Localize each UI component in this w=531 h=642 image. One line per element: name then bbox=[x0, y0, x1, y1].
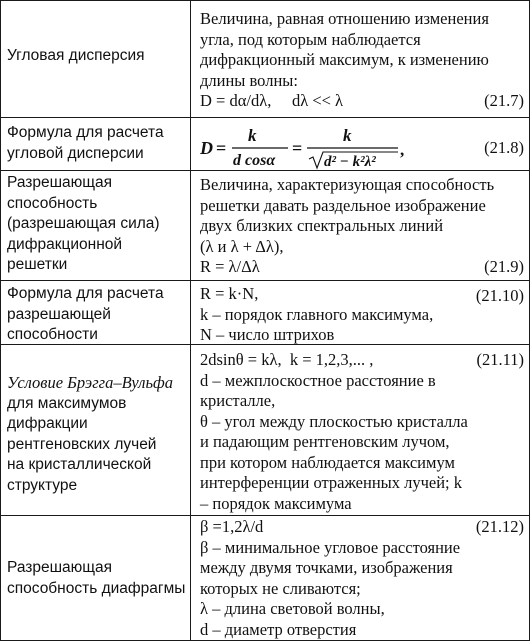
definition-line: d – диаметр отверстия bbox=[200, 619, 357, 639]
term-label: способность bbox=[7, 194, 98, 212]
definition-line bbox=[200, 257, 524, 278]
definition-line bbox=[200, 284, 524, 305]
term-label: Угловая дисперсия bbox=[7, 47, 145, 64]
definition-line: Величина, характеризующая способность bbox=[200, 175, 495, 194]
term-label-italic: Условие Брэгга–Вульфа bbox=[7, 373, 173, 392]
formula-lhs: D bbox=[200, 138, 213, 158]
term-label: дифракционной bbox=[7, 235, 123, 253]
formula-text: β =1,2λ/d bbox=[200, 517, 264, 536]
definition-line bbox=[200, 91, 524, 112]
term-label: рентгеновских лучей bbox=[7, 435, 157, 453]
term-label: Формула для расчета bbox=[7, 285, 164, 302]
term-label: для максимумов bbox=[7, 394, 127, 412]
table-row-resolving-power bbox=[1, 170, 529, 280]
definition-line: θ – угол между плоскостью кристалла bbox=[200, 411, 468, 431]
column-divider bbox=[190, 345, 191, 515]
table-row-bragg-wulff bbox=[1, 344, 529, 515]
term-cell bbox=[7, 284, 187, 346]
formula-equals: = bbox=[216, 138, 227, 158]
definition-line: N – число штрихов bbox=[200, 325, 335, 344]
definition-line: интерференции отраженных лучей; k bbox=[200, 473, 463, 492]
definition-line: k – порядок главного максимума, bbox=[200, 304, 434, 324]
equation-number: (21.12) bbox=[475, 517, 524, 536]
definition-line: при котором наблюдается максимум bbox=[200, 452, 455, 472]
definition-line: между двумя точками, изображения bbox=[200, 558, 453, 577]
definition-line bbox=[200, 350, 524, 371]
term-label: способности bbox=[7, 326, 98, 343]
formula-denominator: d cosα bbox=[233, 152, 276, 169]
definition-cell bbox=[200, 350, 524, 514]
term-label: Разрешающая bbox=[7, 174, 113, 191]
term-label: на кристаллической bbox=[7, 456, 152, 473]
term-cell bbox=[7, 558, 187, 599]
dispersion-formula bbox=[200, 124, 524, 170]
term-label: Формула для расчета bbox=[7, 124, 164, 141]
formula-text: 2dsinθ = kλ, k = 1,2,3,... , bbox=[200, 350, 374, 369]
term-cell bbox=[7, 123, 187, 164]
formula-numerator: k bbox=[248, 126, 257, 145]
term-label: структуре bbox=[7, 476, 78, 494]
definition-line bbox=[200, 517, 524, 538]
definition-line: – порядок максимума bbox=[200, 493, 352, 513]
table-row-aperture-resolution bbox=[1, 515, 529, 641]
equation-number: (21.10) bbox=[475, 286, 524, 305]
formula-equals: = bbox=[292, 138, 303, 158]
table-row-resolving-formula bbox=[1, 280, 529, 344]
term-cell bbox=[7, 373, 187, 496]
term-label: способность диафрагмы bbox=[7, 579, 186, 597]
definition-line: и падающим рентгеновским лучом, bbox=[200, 432, 450, 451]
definition-line: Величина, равная отношению изменения bbox=[200, 9, 489, 28]
definition-cell bbox=[200, 517, 524, 640]
term-label: разрешающей bbox=[7, 305, 111, 323]
definition-line: кристалле, bbox=[200, 391, 276, 410]
equation-number: (21.8) bbox=[484, 138, 524, 157]
formula-text: R = λ/Δλ bbox=[200, 257, 260, 276]
table-row-dispersion-formula bbox=[1, 117, 529, 170]
definition-line: d – межплоскостное расстояние в bbox=[200, 370, 436, 390]
formula-sqrt-radicand: d² − k²λ² bbox=[324, 154, 376, 170]
equation-number: (21.9) bbox=[484, 257, 524, 276]
column-divider bbox=[190, 281, 191, 344]
term-label: дифракции bbox=[7, 415, 88, 432]
term-label: угловой дисперсии bbox=[7, 144, 144, 162]
equation-number: (21.7) bbox=[484, 91, 524, 110]
column-divider bbox=[190, 118, 191, 170]
column-divider bbox=[190, 1, 191, 117]
definition-line: решетки давать раздельное изображение bbox=[200, 195, 486, 215]
formula-numerator: k bbox=[343, 126, 352, 145]
term-cell bbox=[7, 46, 187, 67]
definition-line: которых не сливаются; bbox=[200, 578, 361, 598]
formula-tail: , bbox=[400, 140, 405, 159]
formula-graphic bbox=[200, 124, 524, 170]
definition-line: угла, под которым наблюдается bbox=[200, 29, 421, 49]
definition-line: дифракционный максимум, к изменению bbox=[200, 50, 489, 69]
definition-cell bbox=[200, 9, 524, 112]
definition-line: двух близких спектральных линий bbox=[200, 216, 444, 235]
definition-line: (λ и λ + Δλ), bbox=[200, 236, 284, 256]
definition-line: β – минимальное угловое расстояние bbox=[200, 537, 461, 557]
term-label: Разрешающая bbox=[7, 559, 113, 576]
term-label: решетки bbox=[7, 256, 68, 273]
term-cell bbox=[7, 173, 187, 276]
formula-text: R = k·N, bbox=[200, 284, 259, 303]
definition-line: длины волны: bbox=[200, 70, 298, 90]
definition-cell bbox=[200, 175, 524, 278]
column-divider bbox=[190, 171, 191, 280]
definition-cell bbox=[200, 284, 524, 346]
definition-line: λ – длина световой волны, bbox=[200, 599, 385, 618]
column-divider bbox=[190, 516, 191, 641]
term-label: (разрешающая сила) bbox=[7, 215, 160, 232]
formula-text: D = dα/dλ, dλ << λ bbox=[200, 91, 344, 110]
equation-number: (21.11) bbox=[476, 350, 524, 369]
table-row-angular-dispersion bbox=[1, 1, 529, 117]
